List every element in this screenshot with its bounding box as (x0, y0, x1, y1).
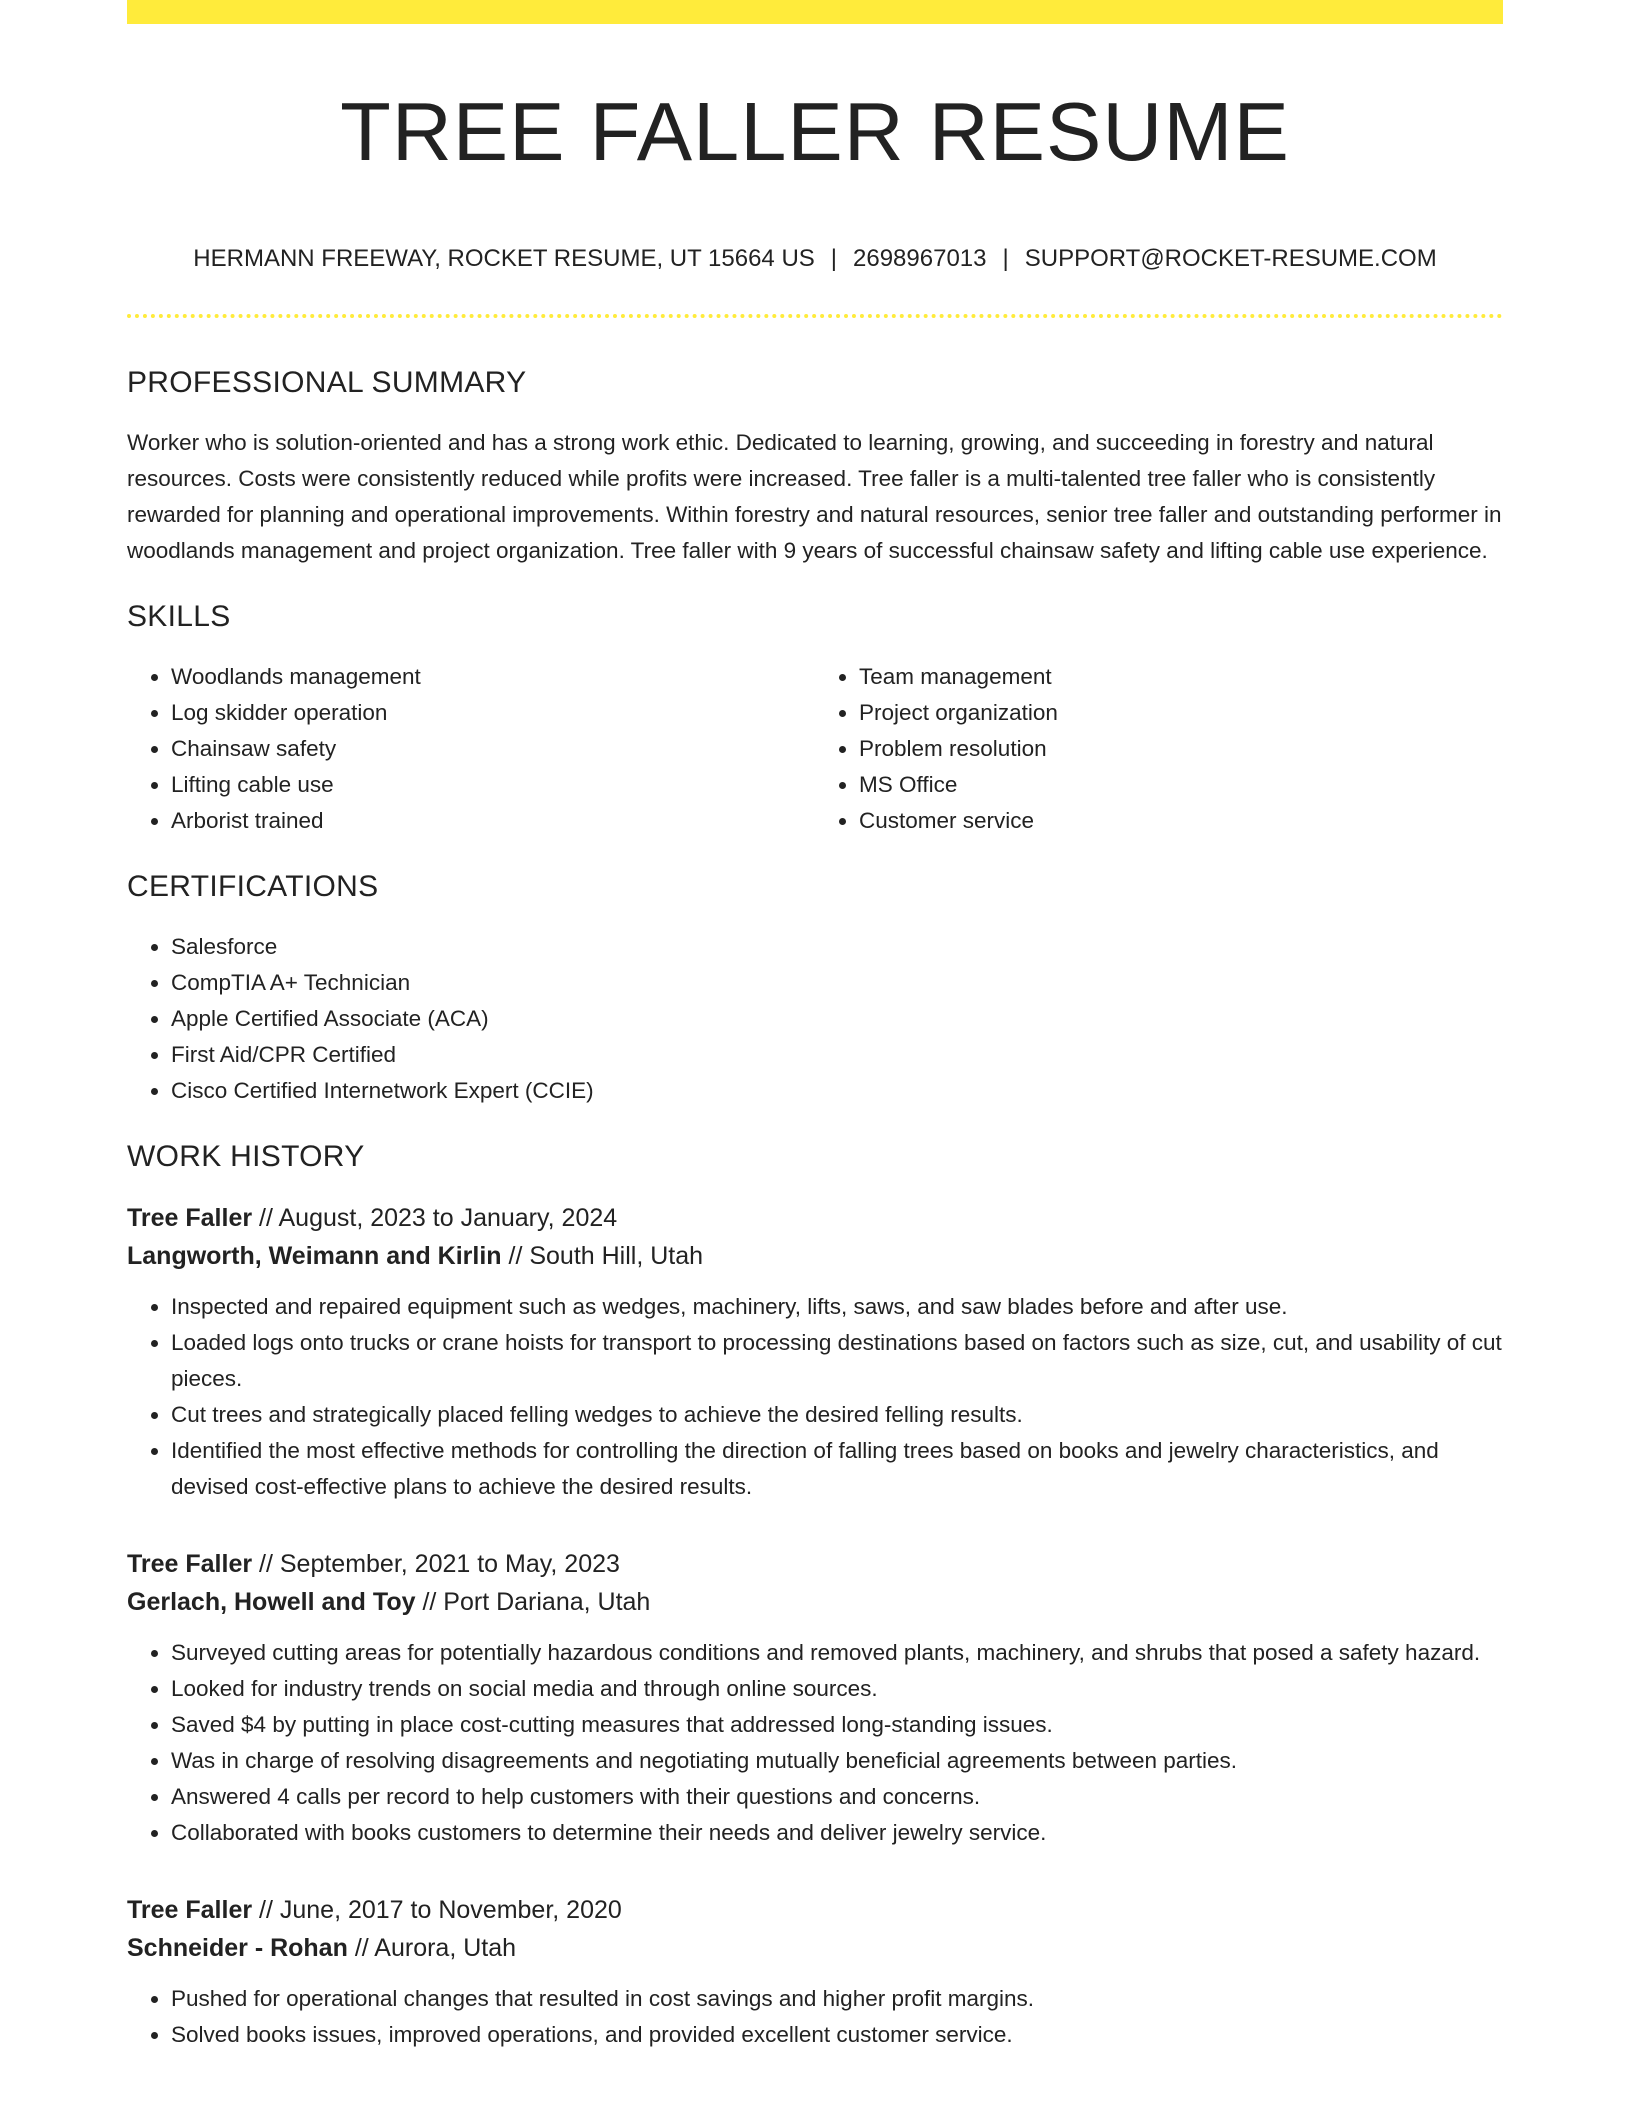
contact-address: HERMANN FREEWAY, ROCKET RESUME, UT 15664 US (193, 245, 815, 273)
job-bullet: • Cut trees and strategically placed felling wedges to achieve the desired felling results. (171, 1397, 1503, 1433)
skill-item: • Project organization (859, 695, 1503, 731)
header-divider (127, 314, 1503, 318)
skill-item: • Customer service (859, 803, 1503, 839)
summary-text: Worker who is solution-oriented and has a strong work ethic. Dedicated to learning, growing, and succeeding in forestry and natural resources. Costs were consistently reduced while profits were increased. Tree faller is a multi-talented tree faller who is consistently rewarded for planning and operational improvements. Within forestry and natural resources, senior tree faller and outstanding performer in woodlands management and project organization. Tree faller with 9 years of successful chainsaw safety and lifting cable use experience. (127, 430, 1502, 564)
contact-phone: 2698967013 (853, 245, 987, 273)
job-entry (127, 1199, 1503, 1505)
certifications-list (127, 929, 1503, 1109)
job-dates: // September, 2021 to May, 2023 (259, 1550, 620, 1579)
contact-separator: | (830, 245, 838, 273)
job-bullet: • Solved books issues, improved operations, and provided excellent customer service. (171, 2017, 1503, 2053)
job-entry (127, 1545, 1503, 1851)
certification-item: • Cisco Certified Internetwork Expert (CCIE) (171, 1073, 1503, 1109)
job-bullets (127, 1635, 1503, 1851)
job-entry (127, 1891, 1503, 2053)
resume-page (127, 0, 1503, 2053)
job-location: // Aurora, Utah (354, 1934, 517, 1963)
certification-item: • CompTIA A+ Technician (171, 965, 1503, 1001)
skill-item: • Woodlands management (171, 659, 815, 695)
job-title-line (127, 1891, 1503, 1929)
job-company: Gerlach, Howell and Toy (127, 1588, 416, 1617)
certification-item: • First Aid/CPR Certified (171, 1037, 1503, 1073)
job-title-line (127, 1545, 1503, 1583)
job-bullets (127, 1289, 1503, 1505)
skills-grid (127, 659, 1503, 839)
contact-line (127, 245, 1503, 274)
skill-item: • Arborist trained (171, 803, 815, 839)
job-company: Schneider - Rohan (127, 1934, 348, 1963)
skill-item: • Problem resolution (859, 731, 1503, 767)
job-location: // Port Dariana, Utah (422, 1588, 651, 1617)
certification-item: • Apple Certified Associate (ACA) (171, 1001, 1503, 1037)
job-bullet: • Answered 4 calls per record to help customers with their questions and concerns. (171, 1779, 1503, 1815)
job-title: Tree Faller (127, 1204, 253, 1233)
skill-item: • MS Office (859, 767, 1503, 803)
skills-list-left (127, 659, 815, 839)
job-company-line (127, 1929, 1503, 1967)
job-bullet: • Loaded logs onto trucks or crane hoists for transport to processing destinations based on factors such as size, cut, and usability of cut pieces. (171, 1325, 1503, 1397)
job-title: Tree Faller (127, 1896, 253, 1925)
skill-item: • Log skidder operation (171, 695, 815, 731)
job-bullet: • Saved $4 by putting in place cost-cutting measures that addressed long-standing issues. (171, 1707, 1503, 1743)
job-bullet: • Was in charge of resolving disagreements and negotiating mutually beneficial agreements between parties. (171, 1743, 1503, 1779)
job-bullet: • Identified the most effective methods for controlling the direction of falling trees based on books and jewelry characteristics, and devised cost-effective plans to achieve the desired results. (171, 1433, 1503, 1505)
skill-item: • Lifting cable use (171, 767, 815, 803)
top-accent-bar (127, 0, 1503, 24)
certifications-heading: CERTIFICATIONS (127, 870, 379, 904)
job-title-line (127, 1199, 1503, 1237)
contact-email: SUPPORT@ROCKET-RESUME.COM (1024, 245, 1437, 273)
resume-title: TREE FALLER RESUME (340, 85, 1290, 178)
job-dates: // June, 2017 to November, 2020 (259, 1896, 622, 1925)
skills-list-right (815, 659, 1503, 839)
certification-item: • Salesforce (171, 929, 1503, 965)
contact-separator: | (1002, 245, 1009, 273)
job-company: Langworth, Weimann and Kirlin (127, 1242, 502, 1271)
job-dates: // August, 2023 to January, 2024 (259, 1204, 618, 1233)
job-company-line (127, 1237, 1503, 1275)
job-bullet: • Collaborated with books customers to determine their needs and deliver jewelry service. (171, 1815, 1503, 1851)
job-bullet: • Pushed for operational changes that resulted in cost savings and higher profit margins. (171, 1981, 1503, 2017)
skills-heading: SKILLS (127, 600, 231, 634)
summary-heading: PROFESSIONAL SUMMARY (127, 366, 527, 400)
skill-item: • Chainsaw safety (171, 731, 815, 767)
job-bullet: • Inspected and repaired equipment such as wedges, machinery, lifts, saws, and saw blades before and after use. (171, 1289, 1503, 1325)
job-bullet: • Surveyed cutting areas for potentially hazardous conditions and removed plants, machinery, and shrubs that posed a safety hazard. (171, 1635, 1503, 1671)
work-history-heading: WORK HISTORY (127, 1140, 365, 1174)
job-location: // South Hill, Utah (508, 1242, 704, 1271)
job-bullets (127, 1981, 1503, 2053)
skill-item: • Team management (859, 659, 1503, 695)
job-company-line (127, 1583, 1503, 1621)
job-title: Tree Faller (127, 1550, 253, 1579)
job-bullet: • Looked for industry trends on social media and through online sources. (171, 1671, 1503, 1707)
